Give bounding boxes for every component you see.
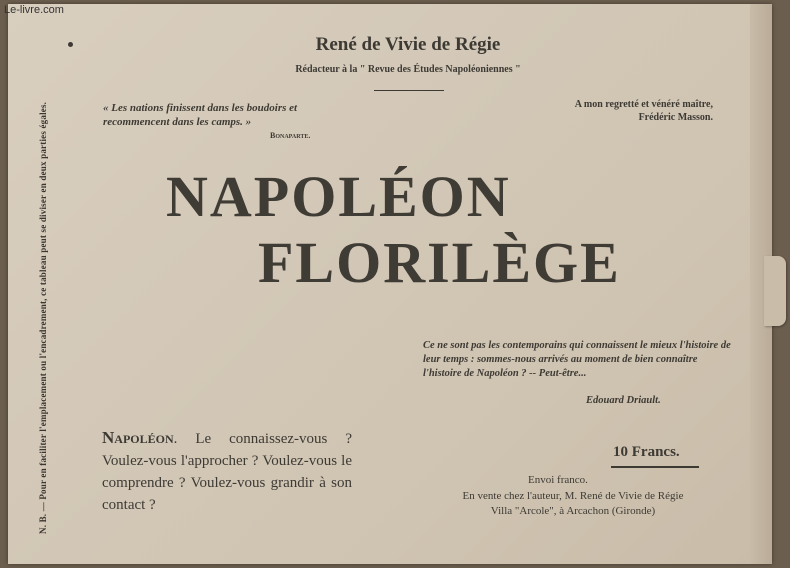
epigraph-text: « Les nations finissent dans les boudoirs et recommencent dans les camps. »: [103, 102, 298, 128]
sale-line-1: En vente chez l'auteur, M. René de Vivie de Régie: [462, 490, 684, 502]
sale-info: [438, 489, 708, 519]
cover-tab: [764, 256, 786, 326]
intro-paragraph: [102, 427, 352, 516]
author-subtitle: Rédacteur à la " Revue des Études Napoléoniennes ": [295, 64, 521, 75]
watermark: Le-livre.com: [4, 4, 64, 16]
epigraph-attribution: Bonaparte.: [270, 131, 311, 140]
price: 10 Francs.: [613, 444, 680, 460]
ornament-dot: [68, 42, 73, 47]
title-line-1: NAPOLÉON: [166, 164, 511, 229]
title-line-2: FLORILÈGE: [258, 230, 621, 295]
author-name: René de Vivie de Régie: [315, 34, 501, 55]
side-note: N. B. — Pour en faciliter l'emplacement ou l'encadrement, ce tableau peut se diviser en deux parties égales.: [38, 101, 48, 534]
shipping-note: Envoi franco.: [528, 474, 588, 486]
price-rule: [611, 466, 699, 468]
header-rule: [374, 90, 444, 91]
intro-text: . Le connaissez-vous ? Voulez-vous l'approcher ? Voulez-vous le comprendre ? Voulez-vous grandir à son contact ?: [102, 431, 352, 513]
book-cover: [8, 4, 772, 564]
quote-text: Ce ne sont pas les contemporains qui connaissent le mieux l'histoire de leur temps : sommes-nous arrivés au moment de bien connaître l'histoire de Napoléon ? -- Peut-être...: [423, 340, 731, 379]
sale-line-2: Villa "Arcole", à Arcachon (Gironde): [490, 505, 656, 517]
dedication: A mon regretté et vénéré maître, Frédéric Masson.: [574, 99, 713, 123]
intro-name: Napoléon: [102, 428, 174, 447]
quote-attribution: Edouard Driault.: [586, 395, 661, 406]
